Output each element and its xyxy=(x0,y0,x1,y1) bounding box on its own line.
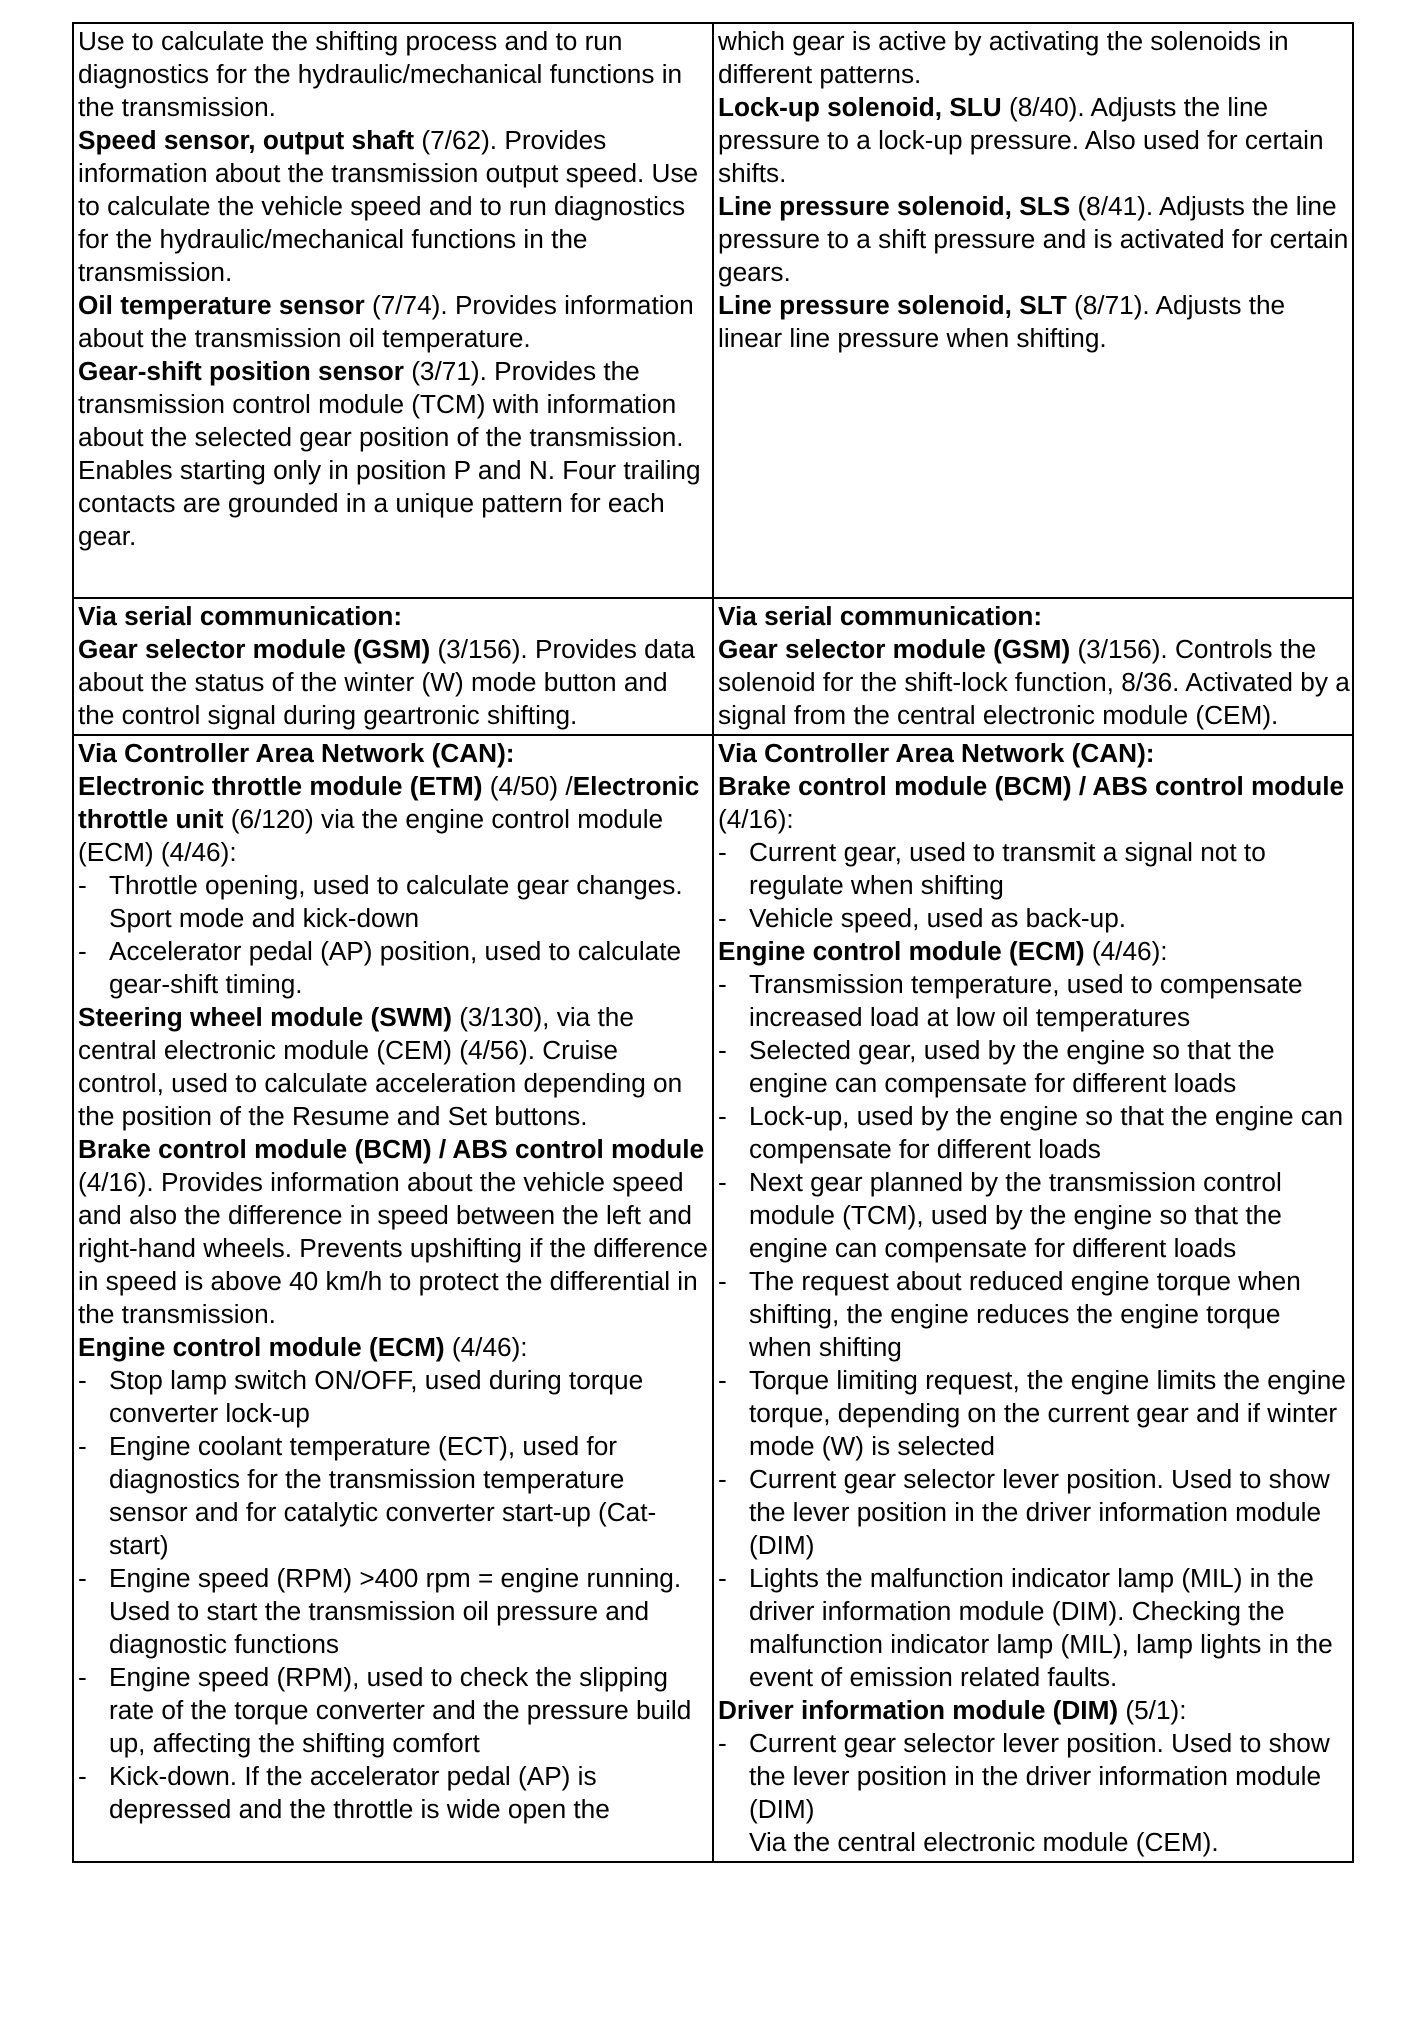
text: (8/41). Adjusts the line pressure to a shift pressure and is activated for certain gears. xyxy=(718,191,1349,287)
term: Electronic throttle module (ETM) xyxy=(78,771,483,801)
paragraph xyxy=(78,124,710,289)
row1-left-cell xyxy=(73,23,713,598)
text: (8/71). Adjusts the linear line pressure when shifting. xyxy=(718,290,1286,353)
list-item: - Engine speed (RPM) >400 rpm = engine running. Used to start the transmission oil pressure and diagnostic functions xyxy=(78,1563,682,1659)
paragraph xyxy=(78,355,710,553)
ecm-paragraph xyxy=(718,935,1350,968)
term: Line pressure solenoid, SLT xyxy=(718,290,1067,320)
list-item: - The request about reduced engine torque when shifting, the engine reduces the engine torque when shifting xyxy=(718,1266,1301,1362)
term: Gear selector module (GSM) xyxy=(718,634,1071,664)
list-item: - Selected gear, used by the engine so that the engine can compensate for different loads xyxy=(718,1035,1275,1098)
bcm-paragraph xyxy=(78,1133,710,1331)
text: Use to calculate the shifting process and to run diagnostics for the hydraulic/mechanical functions in the transmission. xyxy=(78,26,683,122)
bullet-list xyxy=(718,836,1350,935)
term: Lock-up solenoid, SLU xyxy=(718,92,1002,122)
table-row xyxy=(73,23,1353,598)
text: (7/62). Provides information about the transmission output speed. Use to calculate the vehicle speed and to run diagnostics for the hydraulic/mechanical functions in the transmission. xyxy=(78,125,699,287)
term: Oil temperature sensor xyxy=(78,290,365,320)
paragraph xyxy=(718,25,1350,91)
text: (4/46): xyxy=(1084,936,1168,966)
document-table xyxy=(72,22,1354,1863)
paragraph xyxy=(78,25,710,124)
row3-left-cell xyxy=(73,735,713,1862)
bullet-list xyxy=(718,968,1350,1694)
list-item: - Throttle opening, used to calculate gear changes. Sport mode and kick-down xyxy=(78,870,683,933)
row2-left-cell xyxy=(73,598,713,735)
table-row xyxy=(73,735,1353,1862)
list-item: - Kick-down. If the accelerator pedal (AP) is depressed and the throttle is wide open the xyxy=(78,1761,610,1824)
section-heading: Via serial communication: xyxy=(718,601,1043,631)
list-item: - Lock-up, used by the engine so that the engine can compensate for different loads xyxy=(718,1101,1344,1164)
list-item: - Current gear selector lever position. Used to show the lever position in the driver information module (DIM) xyxy=(718,1464,1330,1560)
term: Engine control module (ECM) xyxy=(718,936,1085,966)
text: (3/71). Provides the transmission control module (TCM) with information about the selected gear position of the transmission. Enables starting only in position P and N. Four trailing contacts are grounded in a unique pattern for each gear. xyxy=(78,356,701,551)
term: Line pressure solenoid, SLS xyxy=(718,191,1071,221)
table-row xyxy=(73,598,1353,735)
text: (3/130), via the central electronic module (CEM) (4/56). Cruise control, used to calculate acceleration depending on the position of the Resume and Set buttons. xyxy=(78,1002,683,1131)
swm-paragraph xyxy=(78,1001,710,1133)
paragraph xyxy=(718,289,1350,355)
term: Gear-shift position sensor xyxy=(78,356,404,386)
row3-right-cell xyxy=(713,735,1353,1862)
row2-right-cell xyxy=(713,598,1353,735)
bcm-paragraph xyxy=(718,770,1350,836)
text: (4/50) / xyxy=(482,771,573,801)
dim-tail-text: Via the central electronic module (CEM). xyxy=(749,1827,1219,1857)
paragraph xyxy=(718,633,1350,732)
text: (8/40). Adjusts the line pressure to a lock-up pressure. Also used for certain shifts. xyxy=(718,92,1324,188)
list-item: - Torque limiting request, the engine limits the engine torque, depending on the current gear and if winter mode (W) is selected xyxy=(718,1365,1346,1461)
paragraph xyxy=(78,289,710,355)
paragraph xyxy=(78,633,710,732)
term: Brake control module (BCM) / ABS control module xyxy=(718,771,1345,801)
list-item: - Stop lamp switch ON/OFF, used during torque converter lock-up xyxy=(78,1365,644,1428)
dim-paragraph xyxy=(718,1694,1350,1727)
list-item: - Vehicle speed, used as back-up. xyxy=(718,903,1127,933)
list-item: - Next gear planned by the transmission control module (TCM), used by the engine so that the engine can compensate for different loads xyxy=(718,1167,1282,1263)
text: (4/46): xyxy=(444,1332,528,1362)
term: Engine control module (ECM) xyxy=(78,1332,445,1362)
list-item: - Accelerator pedal (AP) position, used to calculate gear-shift timing. xyxy=(78,936,682,999)
term: Steering wheel module (SWM) xyxy=(78,1002,452,1032)
list-item: - Lights the malfunction indicator lamp (MIL) in the driver information module (DIM). Checking the malfunction indicator lamp (MIL), lamp lights in the event of emission related faults. xyxy=(718,1563,1333,1692)
text: (4/16): xyxy=(718,804,794,834)
row1-right-cell xyxy=(713,23,1353,598)
bullet-list xyxy=(718,1727,1350,1826)
bullet-list xyxy=(78,1364,710,1826)
text: (7/74). Provides information about the transmission oil temperature. xyxy=(78,290,694,353)
list-item: - Engine speed (RPM), used to check the slipping rate of the torque converter and the pressure build up, affecting the shifting comfort xyxy=(78,1662,692,1758)
term: Driver information module (DIM) xyxy=(718,1695,1119,1725)
list-item: - Engine coolant temperature (ECT), used for diagnostics for the transmission temperature sensor and for catalytic converter start-up (Cat-start) xyxy=(78,1431,657,1560)
term: Gear selector module (GSM) xyxy=(78,634,431,664)
text: (5/1): xyxy=(1118,1695,1187,1725)
list-item: - Transmission temperature, used to compensate increased load at low oil temperatures xyxy=(718,969,1303,1032)
section-heading: Via serial communication: xyxy=(78,601,403,631)
text: (3/156). Provides data about the status of the winter (W) mode button and the control signal during geartronic shifting. xyxy=(78,634,696,730)
paragraph xyxy=(718,91,1350,190)
text: (6/120) via the engine control module (ECM) (4/46): xyxy=(78,804,664,867)
text: which gear is active by activating the solenoids in different patterns. xyxy=(718,26,1289,89)
list-item: - Current gear selector lever position. Used to show the lever position in the driver information module (DIM) xyxy=(718,1728,1330,1824)
text: (4/16). Provides information about the vehicle speed and also the difference in speed between the left and right-hand wheels. Prevents upshifting if the difference in speed is above 40 km/h to protect the differential in the transmission. xyxy=(78,1167,708,1329)
etm-paragraph xyxy=(78,770,710,869)
section-heading: Via Controller Area Network (CAN): xyxy=(78,738,515,768)
bullet-list xyxy=(78,869,710,1001)
term: Brake control module (BCM) / ABS control module xyxy=(78,1134,705,1164)
text: (3/156). Controls the solenoid for the shift-lock function, 8/36. Activated by a signal from the central electronic module (CEM). xyxy=(718,634,1350,730)
ecm-paragraph xyxy=(78,1331,710,1364)
list-item: - Current gear, used to transmit a signal not to regulate when shifting xyxy=(718,837,1266,900)
paragraph xyxy=(718,190,1350,289)
term: Electronic throttle unit xyxy=(78,771,700,834)
section-heading: Via Controller Area Network (CAN): xyxy=(718,738,1155,768)
term: Speed sensor, output shaft xyxy=(78,125,415,155)
